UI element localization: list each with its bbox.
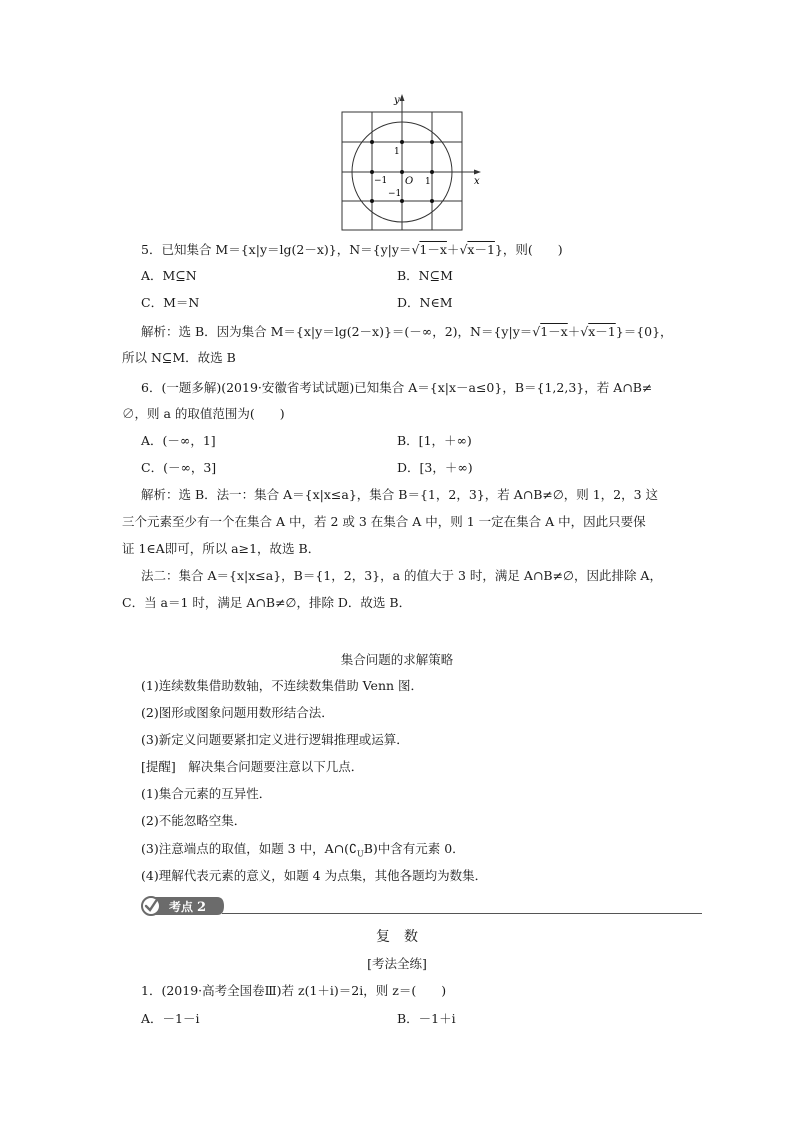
section-title: 复 数 [376,929,418,945]
circle-grid-figure [330,92,490,232]
y-axis-label: y [394,95,400,106]
reminder-item-4: (4)理解代表元素的意义，如题 4 为点集，其他各题均为数集． [141,868,488,883]
reminder-item-3: (3)注意端点的取值，如题 3 中，$A\cap(∁_UB)$中含有元素 0． [141,841,465,859]
q6-stem-line1: 6．(一题多解)(2019·安徽省考试试题)已知集合 A＝{x|x－a≤0}，B＝{1,2,3}，若 A∩B≠ [141,380,653,395]
q1-option-a: A．－1－i [141,1011,200,1026]
q6-option-b: B．[1，＋∞) [397,433,472,448]
badge-label: 考点 [169,900,194,914]
q1-stem: 1．(2019·高考全国卷Ⅲ)若 z(1＋i)＝2i，则 z＝( ) [141,983,447,998]
q5-stem: 5．已知集合 M＝{x|y＝lg(2－x)}，N＝{y|y＝√1－x＋√x－1}，则( ) [141,242,563,257]
q5-option-a: A．M⊆N [141,268,197,283]
strategy-item-3: (3)新定义问题要紧扣定义进行逻辑推理或运算． [141,732,409,747]
q5-option-d: D．N∈M [397,295,453,310]
q5-option-b: B．N⊆M [397,268,453,283]
q5-solution-line2: 所以 N⊆M．故选 B [122,350,236,365]
tick-neg1-y: −1 [388,189,402,199]
q5-option-c: C．M＝N [141,295,200,310]
q6-solution-line5: C．当 a＝1 时，满足 A∩B≠∅，排除 D．故选 B． [122,595,412,610]
strategy-item-2: (2)图形或图象问题用数形结合法． [141,705,334,720]
q5-solution-line1: 解析：选 B．因为集合 M＝{x|y＝lg(2－x)}＝(－∞，2)，N＝{y|y＝√1－x＋√x－1}＝{0}， [141,324,673,339]
q6-solution-line4: 法二：集合 A＝{x|x≤a}，B＝{1，2，3}，a 的值大于 3 时，满足 A∩B≠∅，因此排除 A， [141,568,662,583]
q6-option-c: C．(－∞，3] [141,460,217,475]
q6-option-d: D．[3，＋∞) [397,460,473,475]
q6-solution-line2: 三个元素至少有一个在集合 A 中，若 2 或 3 在集合 A 中，则 1 一定在集合 A 中，因此只要保 [122,514,646,529]
q6-solution-line3: 证 1∈A即可，所以 a≥1，故选 B． [122,541,321,556]
strategy-item-1: (1)连续数集借助数轴，不连续数集借助 Venn 图． [141,678,424,693]
q6-solution-line1: 解析：选 B．法一：集合 A＝{x|x≤a}，集合 B＝{1，2，3}，若 A∩B≠∅，则 1，2，3 这 [141,487,659,502]
q6-stem-line2: ∅，则 a 的取值范围为( ) [122,406,285,421]
section-rule [222,913,702,914]
origin-label: O [405,176,414,187]
strategy-reminder: [提醒] 解决集合问题要注意以下几点． [141,759,364,774]
tick-1-y: 1 [394,147,400,157]
x-axis-label: x [474,176,480,187]
strategy-title: 集合问题的求解策略 [340,652,454,667]
tick-1-x: 1 [425,177,431,187]
reminder-item-2: (2)不能忽略空集． [141,813,247,828]
q6-option-a: A．(－∞，1] [141,433,216,448]
tick-neg1-x: −1 [374,176,388,186]
badge-number: 2 [197,900,207,915]
reminder-item-1: (1)集合元素的互异性． [141,786,272,801]
section-badge [141,896,225,916]
q1-option-b: B．－1＋i [397,1011,456,1026]
section-subtitle: [考法全练] [367,956,427,971]
